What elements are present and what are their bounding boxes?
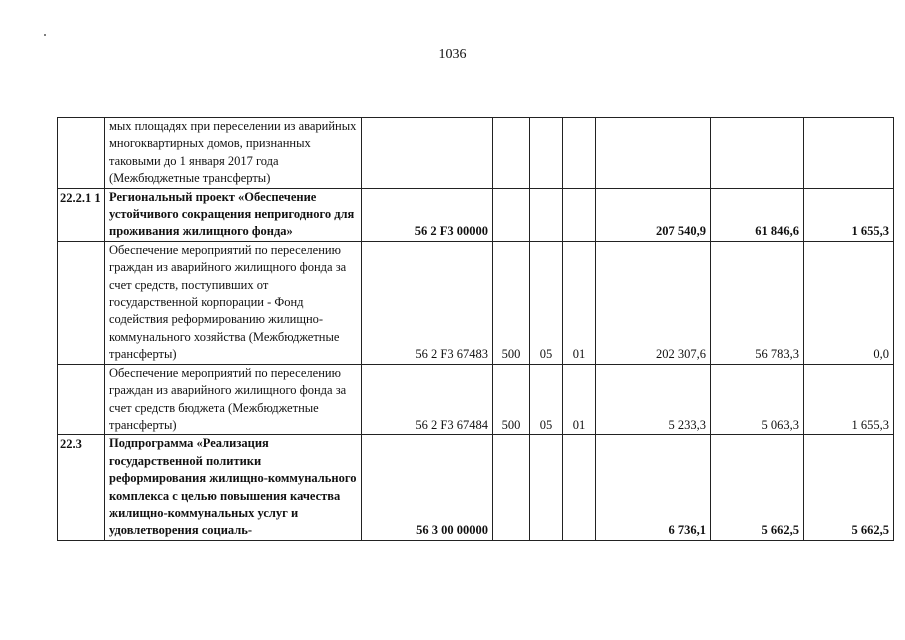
- row-value-2: [711, 118, 804, 189]
- row-name: Обеспечение мероприятий по переселению граждан из аварийного жилищного фонда за счет средств, поступивших от государственной корпорации - Фонд содействия реформированию жилищно-коммунального хозяйства (Межбюджетные трансферты): [105, 241, 362, 364]
- row-code: 56 2 F3 67483: [362, 241, 493, 364]
- row-value-3: 1 655,3: [804, 364, 894, 435]
- row-value-1: 202 307,6: [596, 241, 711, 364]
- row-subsection: 01: [563, 241, 596, 364]
- row-number: [58, 364, 105, 435]
- row-code: [362, 118, 493, 189]
- row-section: 05: [530, 241, 563, 364]
- table-row: [58, 188, 894, 241]
- row-section: [530, 118, 563, 189]
- row-value-1: 6 736,1: [596, 435, 711, 540]
- row-code: 56 2 F3 00000: [362, 188, 493, 241]
- row-name: Обеспечение мероприятий по переселению граждан из аварийного жилищного фонда за счет средств бюджета (Межбюджетные трансферты): [105, 364, 362, 435]
- row-number: [58, 241, 105, 364]
- row-grbs: [493, 118, 530, 189]
- row-value-3: 1 655,3: [804, 188, 894, 241]
- row-name: Региональный проект «Обеспечение устойчивого сокращения непригодного для проживания жилищного фонда»: [105, 188, 362, 241]
- row-value-3: 5 662,5: [804, 435, 894, 540]
- scan-artifact-dot: [44, 34, 46, 36]
- row-number: 22.3: [58, 435, 105, 540]
- row-value-1: [596, 118, 711, 189]
- row-grbs: 500: [493, 364, 530, 435]
- row-grbs: 500: [493, 241, 530, 364]
- row-grbs: [493, 435, 530, 540]
- row-value-2: 5 063,3: [711, 364, 804, 435]
- row-value-2: 56 783,3: [711, 241, 804, 364]
- table-row: [58, 118, 894, 189]
- row-value-1: 207 540,9: [596, 188, 711, 241]
- table-row: [58, 364, 894, 435]
- table-row: [58, 435, 894, 540]
- table-row: [58, 241, 894, 364]
- row-name: Подпрограмма «Реализация государственной политики реформирования жилищно-коммунального комплекса с целью повышения качества жилищно-коммунальных услуг и удовлетворения социаль-: [105, 435, 362, 540]
- row-subsection: [563, 435, 596, 540]
- row-number: [58, 118, 105, 189]
- row-value-2: 61 846,6: [711, 188, 804, 241]
- row-name: мых площадях при переселении из аварийных многоквартирных домов, признанных таковыми до 1 января 2017 года (Межбюджетные трансферты): [105, 118, 362, 189]
- row-subsection: [563, 118, 596, 189]
- row-section: [530, 435, 563, 540]
- row-subsection: 01: [563, 364, 596, 435]
- row-value-1: 5 233,3: [596, 364, 711, 435]
- row-section: [530, 188, 563, 241]
- row-code: 56 3 00 00000: [362, 435, 493, 540]
- row-number: 22.2.1 1: [58, 188, 105, 241]
- row-section: 05: [530, 364, 563, 435]
- row-value-3: 0,0: [804, 241, 894, 364]
- page-number: 1036: [438, 47, 467, 62]
- budget-table: [57, 117, 894, 541]
- row-value-3: [804, 118, 894, 189]
- row-code: 56 2 F3 67484: [362, 364, 493, 435]
- row-value-2: 5 662,5: [711, 435, 804, 540]
- row-grbs: [493, 188, 530, 241]
- row-subsection: [563, 188, 596, 241]
